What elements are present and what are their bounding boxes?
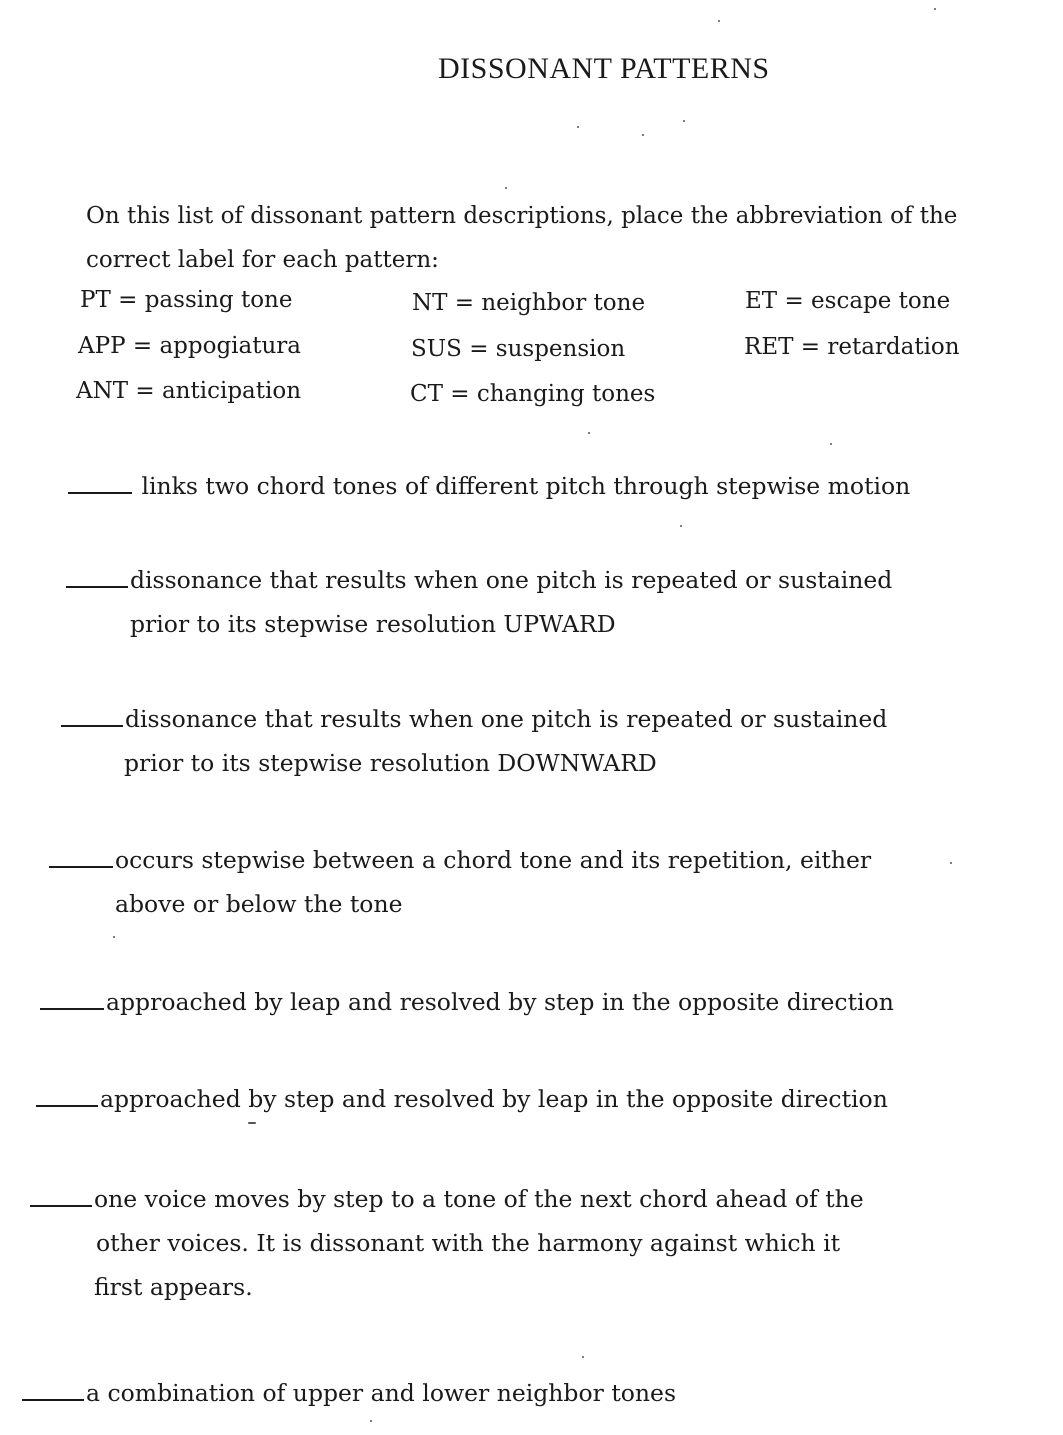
scan-speck <box>683 120 685 122</box>
answer-blank-3[interactable] <box>61 703 123 727</box>
answer-blank-4[interactable] <box>49 844 113 868</box>
answer-blank-8[interactable] <box>22 1377 84 1401</box>
scan-speck <box>950 862 952 864</box>
question-7-text-line2: other voices. It is dissonant with the harmony against which it <box>96 1229 841 1257</box>
question-7-text-line3: first appears. <box>94 1273 253 1301</box>
question-6-text: approached by step and resolved by leap in the opposite direction <box>100 1085 888 1113</box>
question-7-text-line1: one voice moves by step to a tone of the next chord ahead of the <box>94 1185 864 1213</box>
question-4-text-line2: above or below the tone <box>115 890 403 918</box>
answer-blank-7[interactable] <box>30 1183 92 1207</box>
question-1-text: links two chord tones of different pitch through stepwise motion <box>134 472 911 500</box>
scan-speck <box>113 936 115 938</box>
answer-blank-5[interactable] <box>40 986 104 1010</box>
legend-item-app: APP = appogiatura <box>78 333 302 359</box>
page-title: DISSONANT PATTERNS <box>438 52 770 85</box>
question-3-text-line1: dissonance that results when one pitch is repeated or sustained <box>125 705 888 733</box>
scan-speck <box>577 126 579 128</box>
answer-blank-2[interactable] <box>66 564 128 588</box>
legend-item-sus: SUS = suspension <box>411 336 626 362</box>
scan-speck <box>248 1122 256 1124</box>
question-4 <box>49 838 1009 926</box>
scan-speck <box>830 443 832 445</box>
instructions-text: On this list of dissonant pattern descriptions, place the abbreviation of the correct label for each pattern: <box>86 203 958 273</box>
legend-item-ct: CT = changing tones <box>410 381 656 407</box>
question-5 <box>40 980 1040 1024</box>
question-6 <box>36 1077 1036 1121</box>
question-8-text: a combination of upper and lower neighbor tones <box>86 1379 677 1407</box>
scan-speck <box>680 525 682 527</box>
question-1 <box>68 464 1028 508</box>
scan-speck <box>718 20 720 22</box>
scan-speck <box>505 187 507 189</box>
question-4-text-line1: occurs stepwise between a chord tone and its repetition, either <box>115 846 872 874</box>
legend-item-et: ET = escape tone <box>745 288 951 314</box>
scan-speck <box>642 134 644 136</box>
legend-item-ant: ANT = anticipation <box>76 378 302 404</box>
scan-speck <box>934 8 936 10</box>
legend-item-ret: RET = retardation <box>744 334 960 360</box>
answer-blank-1[interactable] <box>68 470 132 494</box>
question-2 <box>66 558 1026 646</box>
scan-speck <box>370 1420 372 1422</box>
legend-item-nt: NT = neighbor tone <box>412 290 646 316</box>
question-2-text-line1: dissonance that results when one pitch is repeated or sustained <box>130 566 893 594</box>
legend-item-pt: PT = passing tone <box>80 287 293 313</box>
question-7 <box>30 1177 1030 1309</box>
question-5-text: approached by leap and resolved by step in the opposite direction <box>106 988 894 1016</box>
answer-blank-6[interactable] <box>36 1083 98 1107</box>
question-2-text-line2: prior to its stepwise resolution UPWARD <box>130 610 616 638</box>
question-8 <box>22 1371 1022 1415</box>
question-3 <box>61 697 1021 785</box>
scan-speck <box>582 1356 584 1358</box>
question-3-text-line2: prior to its stepwise resolution DOWNWARD <box>124 749 657 777</box>
scan-speck <box>588 432 590 434</box>
